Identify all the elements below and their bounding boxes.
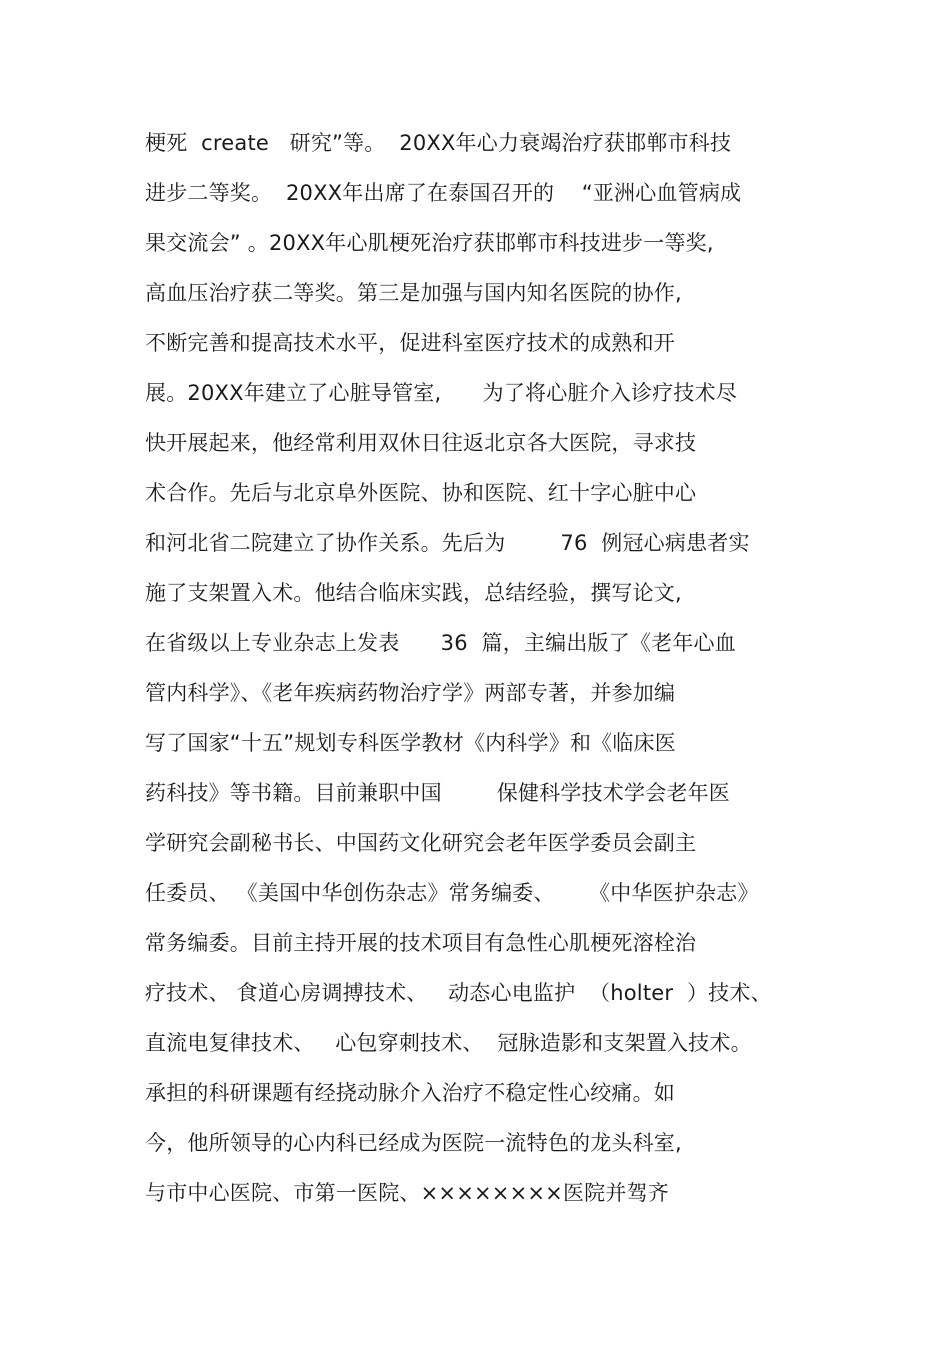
text-line: 不断完善和提高技术水平，促进科室医疗技术的成熟和开 bbox=[145, 331, 675, 355]
text-line: 果交流会” 。20XX年心肌梗死治疗获邯郸市科技进步一等奖, bbox=[145, 231, 714, 255]
text-line: 写了国家“十五”规划专科医学教材《内科学》和《临床医 bbox=[145, 731, 676, 755]
text-line: 在省级以上专业杂志上发表 36 篇，主编出版了《老年心血 bbox=[145, 631, 736, 655]
text-line: 常务编委。目前主持开展的技术项目有急性心肌梗死溶栓治 bbox=[145, 931, 697, 955]
text-line: 疗技术、 食道心房调搏技术、 动态心电监护 （holter ）技术、 bbox=[145, 981, 772, 1005]
text-line: 术合作。先后与北京阜外医院、协和医院、红十字心脏中心 bbox=[145, 481, 697, 505]
text-line: 承担的科研课题有经挠动脉介入治疗不稳定性心绞痛。如 bbox=[145, 1081, 675, 1105]
text-line: 任委员、 《美国中华创伤杂志》常务编委、 《中华医护杂志》 bbox=[145, 881, 759, 905]
text-line: 与市中心医院、市第一医院、××××××××医院并驾齐 bbox=[145, 1181, 669, 1205]
text-line: 学研究会副秘书长、中国药文化研究会老年医学委员会副主 bbox=[145, 831, 697, 855]
text-line: 梗死 create 研究”等。 20XX年心力衰竭治疗获邯郸市科技 bbox=[145, 131, 732, 155]
text-line: 进步二等奖。 20XX年出席了在泰国召开的 “亚洲心血管病成 bbox=[145, 181, 742, 205]
text-line: 高血压治疗获二等奖。第三是加强与国内知名医院的协作, bbox=[145, 281, 682, 305]
text-line: 展。20XX年建立了心脏导管室, 为了将心脏介入诊疗技术尽 bbox=[145, 381, 738, 405]
text-line: 管内科学》、《老年疾病药物治疗学》两部专著，并参加编 bbox=[145, 681, 676, 705]
text-line: 快开展起来，他经常利用双休日往返北京各大医院，寻求技 bbox=[145, 431, 697, 455]
body-text bbox=[145, 118, 845, 1218]
text-line: 和河北省二院建立了协作关系。先后为 76 例冠心病患者实 bbox=[145, 531, 750, 555]
text-line: 直流电复律技术、 心包穿刺技术、 冠脉造影和支架置入技术。 bbox=[145, 1031, 752, 1055]
text-line: 施了支架置入术。他结合临床实践，总结经验，撰写论文, bbox=[145, 581, 682, 605]
text-line: 今，他所领导的心内科已经成为医院一流特色的龙头科室, bbox=[145, 1131, 682, 1155]
text-line: 药科技》等书籍。目前兼职中国 保健科学技术学会老年医 bbox=[145, 781, 730, 805]
